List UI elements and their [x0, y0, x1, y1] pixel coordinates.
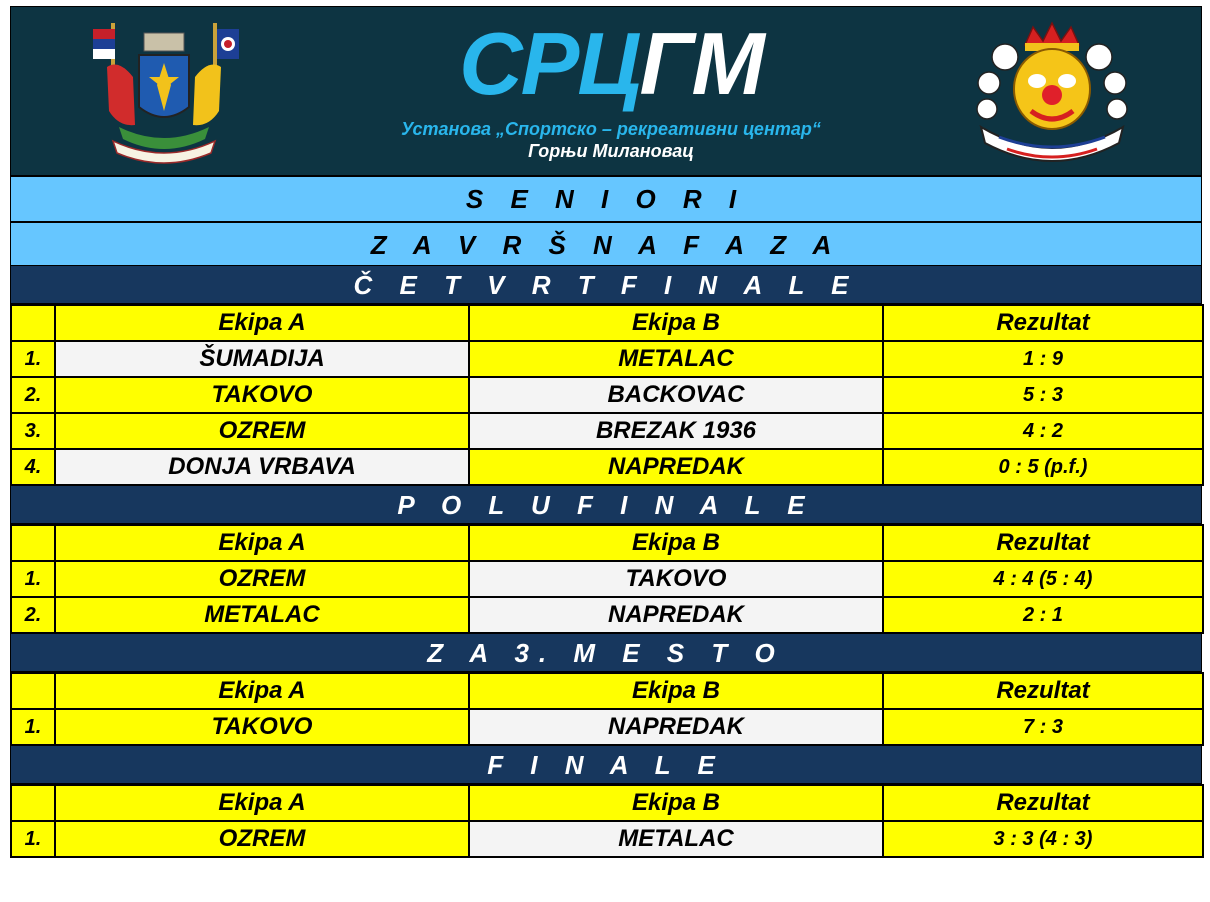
team-b-cell: BACKOVAC: [469, 377, 883, 413]
brand-logotype: [396, 15, 826, 161]
brand-institution: Установа „Спортско – рекреативни центар“: [401, 119, 821, 139]
team-b-cell: TAKOVO: [469, 561, 883, 597]
header-result: Rezultat: [883, 305, 1203, 341]
team-a-cell: METALAC: [55, 597, 469, 633]
match-number: 1.: [11, 709, 55, 745]
header-blank-cell: [11, 785, 55, 821]
team-a-cell: TAKOVO: [55, 377, 469, 413]
header-team-a: Ekipa A: [55, 673, 469, 709]
header-team-a: Ekipa A: [55, 305, 469, 341]
table-header-row: [11, 525, 1203, 561]
match-number: 1.: [11, 561, 55, 597]
team-b-cell: BREZAK 1936: [469, 413, 883, 449]
header-banner: [10, 6, 1202, 176]
header-team-b: Ekipa B: [469, 305, 883, 341]
header-result: Rezultat: [883, 785, 1203, 821]
team-a-cell: OZREM: [55, 413, 469, 449]
match-number: 1.: [11, 821, 55, 857]
results-sheet: [10, 6, 1202, 858]
results-table: [10, 524, 1204, 634]
brand-city: Горњи Милановац: [528, 141, 694, 161]
result-cell: 4 : 2: [883, 413, 1203, 449]
results-table: [10, 672, 1204, 746]
round-title: F I N A L E: [10, 746, 1202, 784]
header-blank-cell: [11, 673, 55, 709]
table-row: [11, 341, 1203, 377]
team-a-cell: TAKOVO: [55, 709, 469, 745]
team-b-cell: NAPREDAK: [469, 449, 883, 485]
team-b-cell: NAPREDAK: [469, 709, 883, 745]
round-title: Z A 3. M E S T O: [10, 634, 1202, 672]
header-result: Rezultat: [883, 525, 1203, 561]
result-cell: 5 : 3: [883, 377, 1203, 413]
match-number: 3.: [11, 413, 55, 449]
header-team-a: Ekipa A: [55, 525, 469, 561]
team-b-cell: METALAC: [469, 341, 883, 377]
header-team-b: Ekipa B: [469, 785, 883, 821]
result-cell: 3 : 3 (4 : 3): [883, 821, 1203, 857]
results-table: [10, 304, 1204, 486]
team-a-cell: DONJA VRBAVA: [55, 449, 469, 485]
result-cell: 1 : 9: [883, 341, 1203, 377]
result-cell: 0 : 5 (p.f.): [883, 449, 1203, 485]
team-a-cell: OZREM: [55, 561, 469, 597]
team-a-cell: ŠUMADIJA: [55, 341, 469, 377]
table-row: [11, 377, 1203, 413]
category-band: S E N I O R I: [10, 176, 1202, 222]
brand-word: [396, 15, 826, 113]
header-team-a: Ekipa A: [55, 785, 469, 821]
team-b-cell: METALAC: [469, 821, 883, 857]
table-row: [11, 413, 1203, 449]
header-blank-cell: [11, 525, 55, 561]
table-row: [11, 821, 1203, 857]
city-coat-of-arms-icon: [89, 15, 239, 173]
round-title: P O L U F I N A L E: [10, 486, 1202, 524]
table-header-row: [11, 673, 1203, 709]
results-table: [10, 784, 1204, 858]
brand-word-b: ГМ: [639, 14, 763, 113]
header-result: Rezultat: [883, 673, 1203, 709]
result-cell: 2 : 1: [883, 597, 1203, 633]
match-number: 2.: [11, 377, 55, 413]
match-number: 1.: [11, 341, 55, 377]
table-row: [11, 449, 1203, 485]
header-blank-cell: [11, 305, 55, 341]
brand-word-a: СРЦ: [459, 14, 640, 113]
header-team-b: Ekipa B: [469, 673, 883, 709]
result-cell: 7 : 3: [883, 709, 1203, 745]
result-cell: 4 : 4 (5 : 4): [883, 561, 1203, 597]
table-header-row: [11, 305, 1203, 341]
table-row: [11, 709, 1203, 745]
table-row: [11, 597, 1203, 633]
round-title: Č E T V R T F I N A L E: [10, 266, 1202, 304]
phase-band: Z A V R Š N A F A Z A: [10, 222, 1202, 266]
table-row: [11, 561, 1203, 597]
match-number: 2.: [11, 597, 55, 633]
team-b-cell: NAPREDAK: [469, 597, 883, 633]
table-header-row: [11, 785, 1203, 821]
match-number: 4.: [11, 449, 55, 485]
team-a-cell: OZREM: [55, 821, 469, 857]
header-team-b: Ekipa B: [469, 525, 883, 561]
club-clown-logo-icon: [959, 19, 1144, 164]
